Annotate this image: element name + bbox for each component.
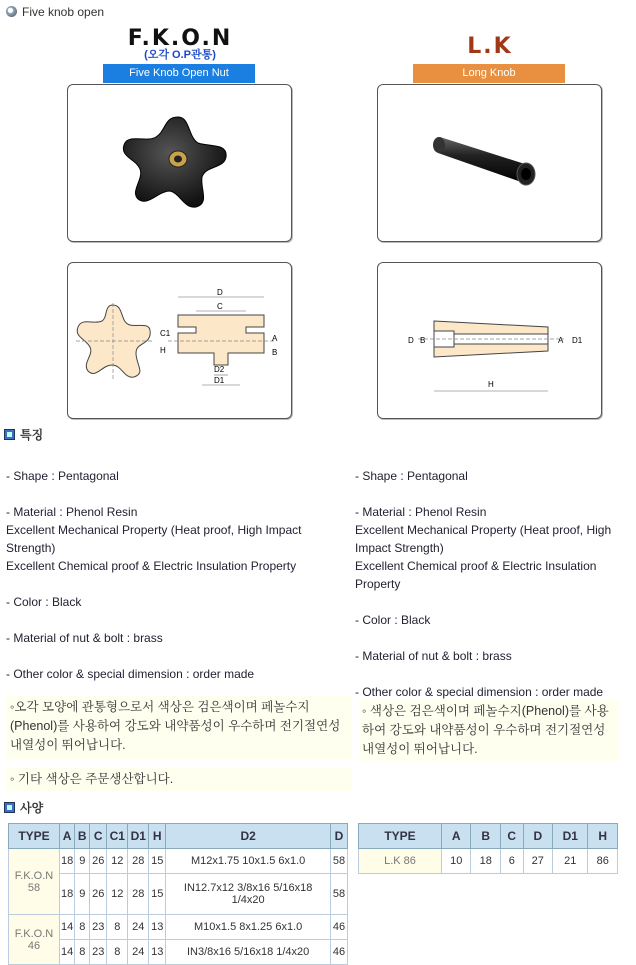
table-row xyxy=(9,874,348,915)
table-cell: 8 xyxy=(107,915,128,940)
table-cell: 18 xyxy=(60,874,75,915)
lk-col-h: H xyxy=(588,824,618,849)
lk-label-H: H xyxy=(488,380,494,389)
right-other: - Other color & special dimension : order made xyxy=(355,685,604,699)
left-mechanical: Excellent Mechanical Property (Heat proof, High Impact Strength) xyxy=(6,523,302,555)
fkon46-type: F.K.O.N 46 xyxy=(9,915,60,965)
features-bullet-icon xyxy=(4,429,15,440)
lk-logo: L.K xyxy=(467,34,513,59)
fkon-diagram xyxy=(67,262,292,419)
fkon-col-d1: D1 xyxy=(128,824,149,849)
table-cell: 18 xyxy=(60,849,75,874)
spec-heading: 사양 xyxy=(20,801,44,815)
right-mechanical: Excellent Mechanical Property (Heat proof, High Impact Strength) xyxy=(355,523,612,555)
left-other: - Other color & special dimension : order made xyxy=(6,667,255,681)
fkon-label-C: C xyxy=(217,302,223,311)
table-cell: IN12.7x12 3/8x16 5/16x18 1/4x20 xyxy=(166,874,331,915)
lk-col-b: B xyxy=(471,824,500,849)
table-cell: 58 xyxy=(331,874,348,915)
lk-label-B: B xyxy=(420,336,426,345)
lk-col-d1: D1 xyxy=(553,824,588,849)
right-chemical: Excellent Chemical proof & Electric Insulation Property xyxy=(355,559,597,591)
table-cell: 28 xyxy=(128,874,149,915)
table-cell: 86 xyxy=(588,849,618,874)
fkon-col-type: TYPE xyxy=(9,824,60,849)
table-cell: 14 xyxy=(60,940,75,965)
left-color: - Color : Black xyxy=(6,595,82,609)
table-cell: 8 xyxy=(107,940,128,965)
table-cell: 15 xyxy=(149,874,166,915)
table-cell: 12 xyxy=(107,849,128,874)
lk-banner: Long Knob xyxy=(413,64,565,83)
fkon-col-a: A xyxy=(60,824,75,849)
table-cell: 46 xyxy=(331,915,348,940)
long-knob-image xyxy=(378,85,601,241)
fkon-col-h: H xyxy=(149,824,166,849)
left-korean-desc: ◦오각 모양에 관통형으로서 색상은 검은색이며 페놀수지(Phenol)를 사용하여 강도와 내약품성이 우수하며 전기절연성 내열성이 뛰어납니다. xyxy=(6,696,352,759)
right-shape: - Shape : Pentagonal xyxy=(355,469,468,483)
table-cell: 9 xyxy=(75,874,90,915)
table-cell: 15 xyxy=(149,849,166,874)
spec-bullet-icon xyxy=(4,802,15,813)
table-cell: 8 xyxy=(75,940,90,965)
table-cell: 24 xyxy=(128,940,149,965)
table-cell: 23 xyxy=(90,915,107,940)
lk-spec-table xyxy=(358,823,618,874)
table-cell: 46 xyxy=(331,940,348,965)
header-bullet-icon xyxy=(6,6,17,17)
right-nut-bolt: - Material of nut & bolt : brass xyxy=(355,649,512,663)
table-cell: 9 xyxy=(75,849,90,874)
lk-label-A: A xyxy=(558,336,564,345)
table-row xyxy=(359,849,618,874)
table-cell: 8 xyxy=(75,915,90,940)
lk-drawing xyxy=(378,263,601,418)
lk86-type: L.K 86 xyxy=(359,849,442,874)
right-color: - Color : Black xyxy=(355,613,431,627)
table-cell: M12x1.75 10x1.5 6x1.0 xyxy=(166,849,331,874)
table-cell: 26 xyxy=(90,849,107,874)
lk-photo xyxy=(377,84,602,242)
left-material: - Material : Phenol Resin xyxy=(6,505,138,519)
table-cell: 18 xyxy=(471,849,500,874)
table-cell: 23 xyxy=(90,940,107,965)
table-row xyxy=(9,849,348,874)
right-korean-desc: ◦ 색상은 검은색이며 페놀수지(Phenol)를 사용하여 강도와 내약품성이 우수하며 전기절연성 내열성이 뛰어납니다. xyxy=(360,700,620,761)
fkon-photo xyxy=(67,84,292,242)
lk-col-d: D xyxy=(523,824,552,849)
table-cell: 27 xyxy=(523,849,552,874)
table-cell: 10 xyxy=(442,849,471,874)
lk-label-D: D xyxy=(408,336,414,345)
table-cell: M10x1.5 8x1.25 6x1.0 xyxy=(166,915,331,940)
features-heading: 특징 xyxy=(20,428,44,442)
table-cell: 13 xyxy=(149,940,166,965)
table-cell: 6 xyxy=(500,849,523,874)
fkon-label-A: A xyxy=(272,334,278,343)
table-cell: 14 xyxy=(60,915,75,940)
fkon-label-H: H xyxy=(160,346,166,355)
fkon-label-D: D xyxy=(217,288,223,297)
table-cell: 13 xyxy=(149,915,166,940)
fkon-col-b: B xyxy=(75,824,90,849)
lk-col-c: C xyxy=(500,824,523,849)
fkon58-type: F.K.O.N 58 xyxy=(9,849,60,915)
lk-label-D1: D1 xyxy=(572,336,583,345)
fkon-col-c1: C1 xyxy=(107,824,128,849)
fkon-col-d2: D2 xyxy=(166,824,331,849)
left-shape: - Shape : Pentagonal xyxy=(6,469,119,483)
fkon-label-B: B xyxy=(272,348,278,357)
fkon-col-d: D xyxy=(331,824,348,849)
table-row xyxy=(9,915,348,940)
table-cell: 12 xyxy=(107,874,128,915)
fkon-spec-table xyxy=(8,823,348,965)
fkon-subtitle: (오각 O.P관통) xyxy=(144,49,216,61)
fkon-drawing xyxy=(68,263,291,418)
fkon-label-C1: C1 xyxy=(160,329,171,338)
lk-col-type: TYPE xyxy=(359,824,442,849)
right-material: - Material : Phenol Resin xyxy=(355,505,487,519)
fkon-col-c: C xyxy=(90,824,107,849)
left-chemical: Excellent Chemical proof & Electric Insulation Property xyxy=(6,559,297,573)
left-korean-order: ◦ 기타 색상은 주문생산합니다. xyxy=(6,768,352,791)
lk-col-a: A xyxy=(442,824,471,849)
fkon-logo: F.K.O.N xyxy=(127,26,233,51)
table-cell: IN3/8x16 5/16x18 1/4x20 xyxy=(166,940,331,965)
left-nut-bolt: - Material of nut & bolt : brass xyxy=(6,631,163,645)
table-cell: 21 xyxy=(553,849,588,874)
table-cell: 28 xyxy=(128,849,149,874)
fkon-banner: Five Knob Open Nut xyxy=(103,64,255,83)
table-cell: 24 xyxy=(128,915,149,940)
table-row xyxy=(9,940,348,965)
table-cell: 26 xyxy=(90,874,107,915)
table-cell: 58 xyxy=(331,849,348,874)
five-knob-image xyxy=(68,85,291,241)
page-title: Five knob open xyxy=(22,5,105,19)
fkon-label-D1: D1 xyxy=(214,376,225,385)
fkon-label-D2: D2 xyxy=(214,365,225,374)
lk-diagram xyxy=(377,262,602,419)
